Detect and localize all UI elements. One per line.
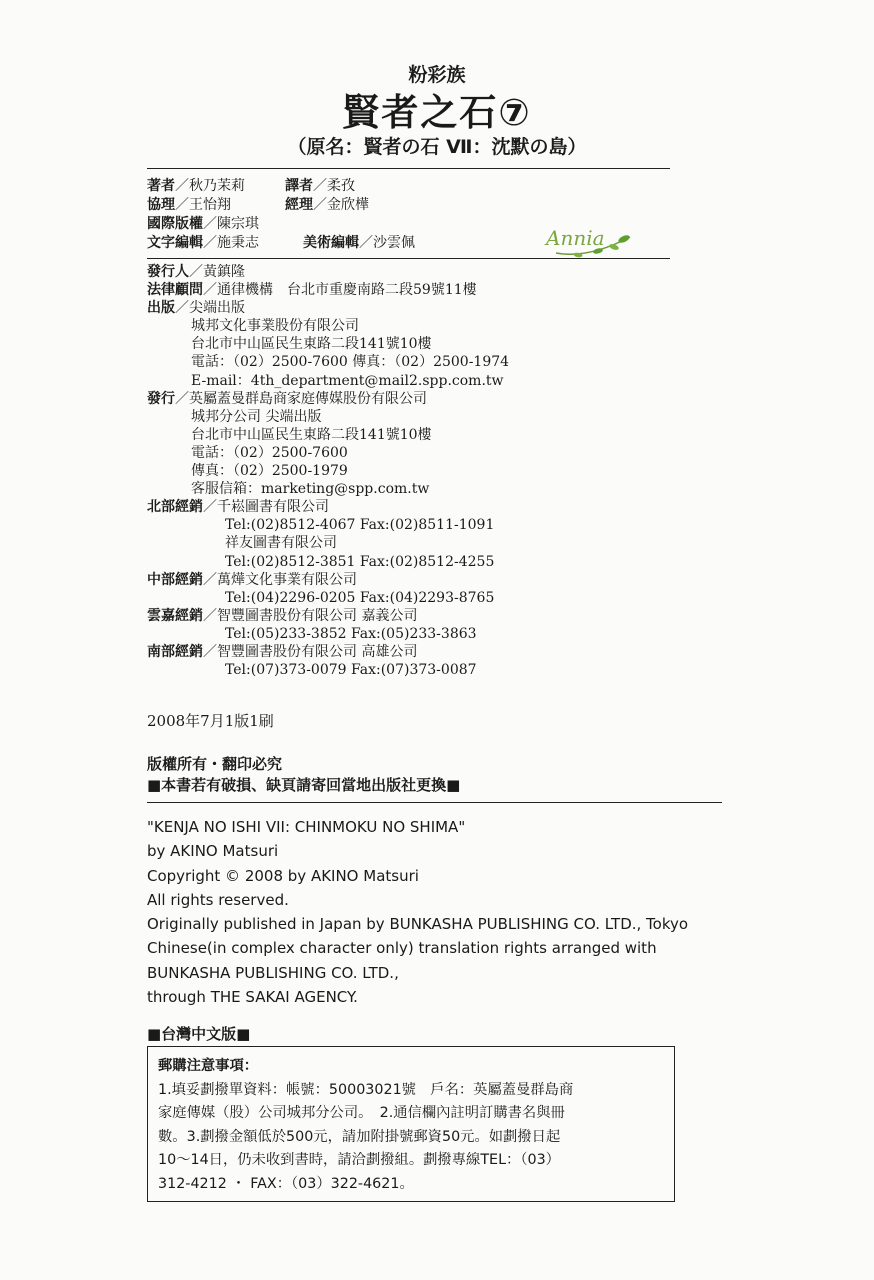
phone2: 電話：（02）2500-7600: [191, 444, 348, 461]
publisher-label: 發行人: [147, 264, 189, 280]
fax2: 傳真：（02）2500-1979: [191, 463, 348, 480]
book-title: 賢者之石⑦: [342, 91, 532, 134]
distrib-value: 英屬蓋曼群島商家庭傳媒股份有限公司: [189, 390, 427, 407]
publisher-name: 黃鎮隆: [203, 264, 245, 280]
north-name2: 祥友圖書有限公司: [225, 535, 337, 552]
credit-label: 文字編輯: [147, 235, 203, 251]
credit-label: 國際版權: [147, 216, 203, 232]
credit-value: 金欣樺: [327, 197, 369, 213]
notice-line: 數。3.劃撥金額低於500元，請加附掛號郵資50元。如劃撥日起: [158, 1128, 561, 1145]
english-copyright: [147, 815, 688, 1009]
north-tel: Tel:(02)8512-4067 Fax:(02)8511-1091: [225, 517, 495, 534]
south-label: 南部經銷: [147, 643, 203, 660]
chiayi-tel: Tel:(05)233-3852 Fax:(05)233-3863: [225, 625, 477, 642]
taiwan-edition-label: ■台灣中文版■: [147, 1025, 251, 1043]
divider-mid: [147, 258, 670, 259]
legal-value: 通律機構 台北市重慶南路二段59號11樓: [217, 282, 477, 299]
central-label: 中部經銷: [147, 571, 203, 588]
notice-line: 1.填妥劃撥單資料：帳號：50003021號 戶名：英屬蓋曼群島商: [158, 1081, 574, 1098]
series-name: 粉彩族: [408, 64, 466, 86]
publisher-block: 發行人／黃鎮隆 法律顧問／通律機構 台北市重慶南路二段59號11樓 出版／尖端出版 城邦文化事業股份有限公司 台北市中山區民生東路二段141號10樓 電話：（02）2500-7600 傳真：（02）2500-1974 E-mail：4th_department@mail2.spp.com.tw 發行／英屬蓋曼群島商家庭傳媒股份有限公司 城邦分公司 尖端出版 台北市中山區民生東路二段141號10樓 電話：（02）2500-7600 傳真：（02）2500-1979 客服信箱：marketing@spp.com.tw 北部經銷／千崧圖書有限公司 Tel:(02)8512-4067 Fax:(02)8511-1091 祥友圖書有限公司 Tel:(02)8512-3851 Fax:(02)8512-4255 中部經銷／萬燁文化事業有限公司 Tel:(04)2296-0205 Fax:(04)2293-8765 雲嘉經銷／智豐圖書股份有限公司 嘉義公司 Tel:(05)233-3852 Fax:(05)233-3863 南部經銷／智豐圖書股份有限公司 高雄公司 Tel:(07)373-0079 Fax:(07)373-0087: [147, 264, 510, 679]
signature-text: Annia: [546, 226, 605, 250]
rights-line-2: ■本書若有破損、缺頁請寄回當地出版社更換■: [147, 776, 461, 794]
credits-row: 文字編輯／施秉志 美術編輯／沙雲佩: [147, 235, 415, 251]
signature-leaf-logo: [538, 215, 638, 263]
english-line: by AKINO Matsuri: [147, 842, 279, 861]
credits-row: 國際版權／陳宗琪: [147, 216, 259, 232]
english-line: Originally published in Japan by BUNKASHA PUBLISHING CO. LTD., Tokyo: [147, 915, 689, 934]
south-tel: Tel:(07)373-0079 Fax:(07)373-0087: [225, 662, 477, 679]
credit-value: 秋乃茉莉: [189, 178, 245, 194]
address2: 台北市中山區民生東路二段141號10樓: [191, 426, 432, 443]
credit-value: 柔孜: [327, 178, 355, 194]
divider-rights: [147, 802, 722, 803]
notice-title: 郵購注意事項：: [158, 1058, 259, 1074]
credits-row: 協理／王怡翔 經理／金欣樺: [147, 197, 369, 213]
mail-order-notice: [147, 1046, 675, 1202]
phone-fax: 電話：（02）2500-7600 傳真：（02）2500-1974: [191, 354, 510, 371]
edition-value: 尖端出版: [189, 300, 245, 317]
email: E-mail：4th_department@mail2.spp.com.tw: [191, 372, 504, 389]
credit-label: 協理: [147, 197, 175, 213]
divider-top: [147, 168, 670, 169]
credit-label: 美術編輯: [303, 235, 359, 251]
notice-line: 10～14日，仍未收到書時，請洽劃撥組。劃撥專線TEL：（03）: [158, 1152, 560, 1168]
chiayi-label: 雲嘉經銷: [147, 607, 203, 624]
original-title: （原名：賢者の石 Ⅶ：沈默の島）: [287, 136, 587, 158]
company: 城邦文化事業股份有限公司: [191, 318, 359, 335]
credits-row: 著者／秋乃茉莉 譯者／柔孜: [147, 178, 355, 194]
english-line: through THE SAKAI AGENCY.: [147, 988, 358, 1007]
credit-value: 王怡翔: [189, 197, 231, 213]
print-date: 2008年7月1版1刷: [147, 712, 274, 730]
central-tel: Tel:(04)2296-0205 Fax:(04)2293-8765: [225, 589, 495, 606]
chiayi-name: 智豐圖書股份有限公司 嘉義公司: [217, 607, 418, 624]
credit-label: 經理: [285, 197, 313, 213]
credit-label: 譯者: [285, 178, 313, 194]
north-tel2: Tel:(02)8512-3851 Fax:(02)8512-4255: [225, 553, 495, 570]
english-line: Copyright © 2008 by AKINO Matsuri: [147, 866, 419, 885]
distrib-label: 發行: [147, 390, 175, 407]
address: 台北市中山區民生東路二段141號10樓: [191, 336, 432, 353]
credit-value: 陳宗琪: [217, 216, 259, 232]
rights-line-1: 版權所有・翻印必究: [147, 755, 283, 773]
north-name: 千崧圖書有限公司: [217, 499, 329, 516]
branch: 城邦分公司 尖端出版: [191, 408, 322, 425]
north-label: 北部經銷: [147, 499, 203, 516]
notice-line: 312-4212 ・ FAX：（03）322-4621。: [158, 1175, 414, 1192]
service-email: 客服信箱：marketing@spp.com.tw: [191, 481, 430, 498]
notice-line: 家庭傳媒（股）公司城邦分公司。 2.通信欄內註明訂購書名與冊: [158, 1105, 565, 1121]
rights-block: [147, 754, 460, 796]
legal-label: 法律顧問: [147, 282, 203, 299]
credits-block: [147, 177, 415, 253]
credit-label: 著者: [147, 178, 175, 194]
english-line: "KENJA NO ISHI VII: CHINMOKU NO SHIMA": [147, 818, 466, 836]
english-line: All rights reserved.: [147, 890, 289, 909]
english-line: Chinese(in complex character only) translation rights arranged with: [147, 939, 657, 958]
central-name: 萬燁文化事業有限公司: [217, 571, 357, 588]
english-line: BUNKASHA PUBLISHING CO. LTD.,: [147, 963, 399, 982]
edition-label: 出版: [147, 300, 175, 317]
credit-value: 施秉志: [217, 235, 259, 251]
south-name: 智豐圖書股份有限公司 高雄公司: [217, 643, 418, 660]
credit-value: 沙雲佩: [373, 235, 415, 251]
